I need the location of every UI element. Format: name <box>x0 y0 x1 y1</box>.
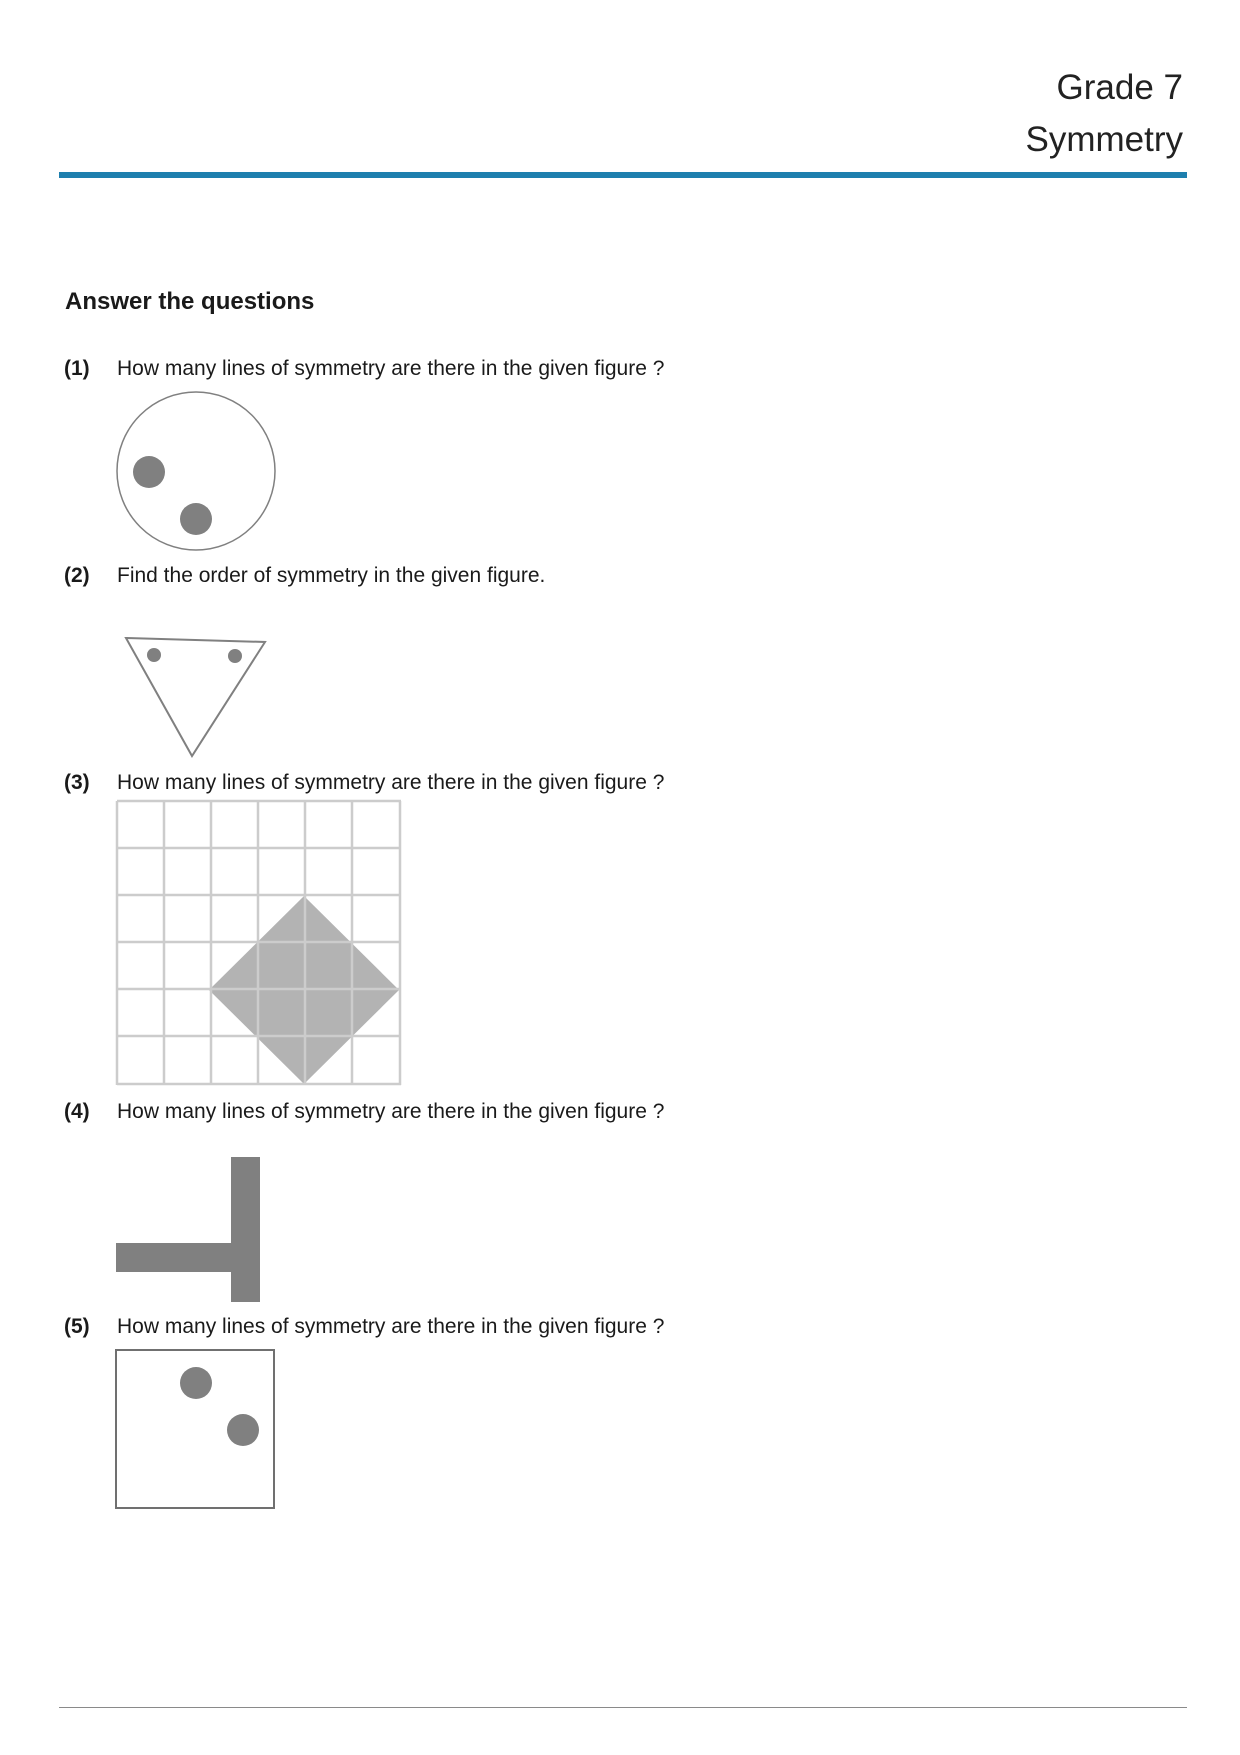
question-3-text: How many lines of symmetry are there in the given figure ? <box>117 771 665 794</box>
header-divider <box>59 172 1187 178</box>
question-2-text: Find the order of symmetry in the given figure. <box>117 564 546 587</box>
question-4-text: How many lines of symmetry are there in the given figure ? <box>117 1100 665 1123</box>
question-5-number: (5) <box>64 1315 90 1338</box>
question-1-text: How many lines of symmetry are there in the given figure ? <box>117 357 665 380</box>
grade-label: Grade 7 <box>1056 68 1183 107</box>
dot <box>180 503 212 535</box>
question-2-figure <box>124 636 268 758</box>
footer-divider <box>59 1707 1187 1708</box>
question-1-figure <box>115 390 277 552</box>
question-3-number: (3) <box>64 771 90 794</box>
question-4-number: (4) <box>64 1100 90 1123</box>
dot <box>228 649 242 663</box>
dot <box>133 456 165 488</box>
question-2-number: (2) <box>64 564 90 587</box>
dot <box>227 1414 259 1446</box>
question-4-figure <box>116 1157 261 1302</box>
dot <box>147 648 161 662</box>
question-1-number: (1) <box>64 357 90 380</box>
question-5-figure <box>115 1349 277 1511</box>
question-3-figure <box>116 800 402 1086</box>
horizontal-bar <box>116 1243 260 1272</box>
triangle <box>126 638 265 756</box>
dot <box>180 1367 212 1399</box>
vertical-bar <box>231 1157 260 1302</box>
question-5-text: How many lines of symmetry are there in the given figure ? <box>117 1315 665 1338</box>
subject-title: Symmetry <box>1025 120 1183 159</box>
section-title: Answer the questions <box>65 288 315 315</box>
